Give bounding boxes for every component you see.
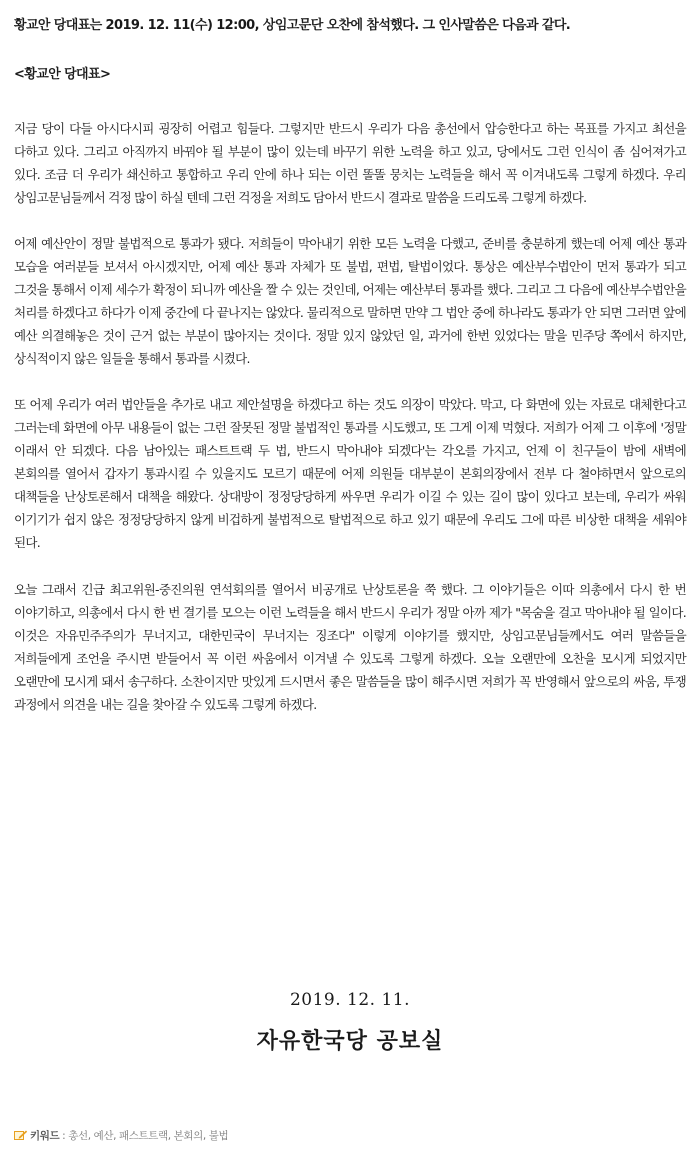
signature-office: 자유한국당 공보실 bbox=[256, 1029, 444, 1054]
keyword-link[interactable]: 패스트트랙 bbox=[119, 1130, 168, 1142]
keyword-link[interactable]: 총선 bbox=[68, 1130, 88, 1142]
keyword-separator: , bbox=[87, 1130, 94, 1142]
section-title: <황교안 당대표> bbox=[14, 67, 111, 82]
keywords-separator: : bbox=[59, 1130, 69, 1142]
paragraph-2: 어제 예산안이 정말 불법적으로 통과가 됐다. 저희들이 막아내기 위한 모든 노력을 다했고, 준비를 충분하게 했는데 어제 예산 통과 모습을 여러분들 보셔서 아시겠지만, 어제 예산 통과 자체가 또 불법, 편법, 탈법이었다. 통상은 예산부수법안이 먼저 통과가 되고 그것을 통해서 이제 세수가 확정이 되니까 예산을 짤 수 있는 것인데, 어제는 예산부터 통과를 했다. 그리고 그 다음에 예산부수법안을 처리를 하겠다고 하다가 이제 중간에 다 끝나지는 않았다. 물리적으로 말하면 만약 그 법안 중에 하나라도 통과가 안 되면 그러면 앞에 예산 의결해놓은 것이 근거 없는 부분이 많아지는 것이다. 정말 있지 않았던 일, 과거에 한번 있었다는 말을 민주당 쪽에서 하지만, 상식적이지 않은 일들을 통해서 통과를 시켰다. bbox=[14, 236, 686, 366]
paragraph-1: 지금 당이 다들 아시다시피 굉장히 어렵고 힘들다. 그렇지만 반드시 우리가 다음 총선에서 압승한다고 하는 목표를 가지고 최선을 다하고 있다. 그리고 아직까지 바꿔야 될 부분이 많이 있는데 바꾸기 위한 노력을 하고 있고, 당에서도 그런 인식이 좀 심어져가고 있다. 조금 더 우리가 쇄신하고 통합하고 우리 안에 하나 되는 이런 똘똘 뭉치는 노력들을 해서 꼭 이겨내도록 그렇게 하겠다. 우리 상임고문님들께서 걱정 많이 하실 텐데 그런 걱정을 저희도 담아서 반드시 결과로 말씀을 드리도록 그렇게 하겠다. bbox=[14, 121, 686, 205]
paragraph-4: 오늘 그래서 긴급 최고위원-중진의원 연석회의를 열어서 비공개로 난상토론을 쭉 했다. 그 이야기들은 이따 의총에서 다시 한 번 이야기하고, 의총에서 다시 한 번 결기를 모으는 이런 노력들을 해서 반드시 우리가 정말 아까 제가 "목숨을 걸고 막아내야 될 일이다. 이것은 자유민주주의가 무너지고, 대한민국이 무너지는 징조다" 이렇게 이야기를 했지만, 상임고문님들께서도 여러 말씀들을 저희들에게 조언을 주시면 받들어서 꼭 이런 싸움에서 이겨낼 수 있도록 그렇게 하겠다. 오늘 오랜만에 오찬을 모시게 되었지만 오랜만에 모시게 돼서 송구하다. 소찬이지만 맛있게 드시면서 좋은 말씀들을 많이 해주시면 저희가 꼭 반영해서 앞으로의 싸움, 투쟁 과정에서 의견을 내는 길을 찾아갈 수 있도록 그렇게 하겠다. bbox=[14, 582, 686, 712]
keyword-link[interactable]: 불법 bbox=[208, 1130, 229, 1142]
keyword-separator: , bbox=[167, 1130, 174, 1142]
headline: 황교안 당대표는 2019. 12. 11(수) 12:00, 상임고문단 오찬에 참석했다. 그 인사말씀은 다음과 같다. bbox=[14, 18, 571, 33]
keywords-bar bbox=[14, 1128, 228, 1144]
keywords-list bbox=[68, 1130, 228, 1142]
keyword-link[interactable]: 본회의 bbox=[173, 1130, 203, 1142]
paragraph-3: 또 어제 우리가 여러 법안들을 추가로 내고 제안설명을 하겠다고 하는 것도 의장이 막았다. 막고, 다 화면에 있는 자료로 대체한다고 그러는데 화면에 아무 내용들이 없는 그런 잘못된 정말 불법적인 통과를 시도했고, 또 그게 이제 먹혔다. 저희가 어제 그 이후에 '정말 이래서 안 되겠다. 다음 남아있는 패스트트랙 두 법, 반드시 막아내야 되겠다'는 각오를 가지고, 언제 이 친구들이 밤에 새벽에 본회의를 열어서 갑자기 통과시킬 수 있을지도 모르기 때문에 어제 의원들 대부분이 본회의장에서 전부 다 철야하면서 앞으로의 대책들을 난상토론해서 대책을 해왔다. 상대방이 정정당당하게 싸우면 우리가 이길 수 있는 길이 많이 있다고 보는데, 우리가 싸워 이기기가 쉽지 않은 정정당당하지 않게 비겁하게 불법적으로 탈법적으로 하고 있기 때문에 우리도 그에 따른 비상한 대책을 세워야 된다. bbox=[14, 397, 686, 550]
pencil-icon bbox=[14, 1129, 28, 1144]
keyword-separator: , bbox=[202, 1130, 209, 1142]
keywords-label: 키워드 bbox=[30, 1130, 60, 1142]
keyword-link[interactable]: 예산 bbox=[93, 1130, 114, 1142]
release-date: 2019. 12. 11. bbox=[289, 990, 411, 1010]
keyword-separator: , bbox=[113, 1130, 120, 1142]
